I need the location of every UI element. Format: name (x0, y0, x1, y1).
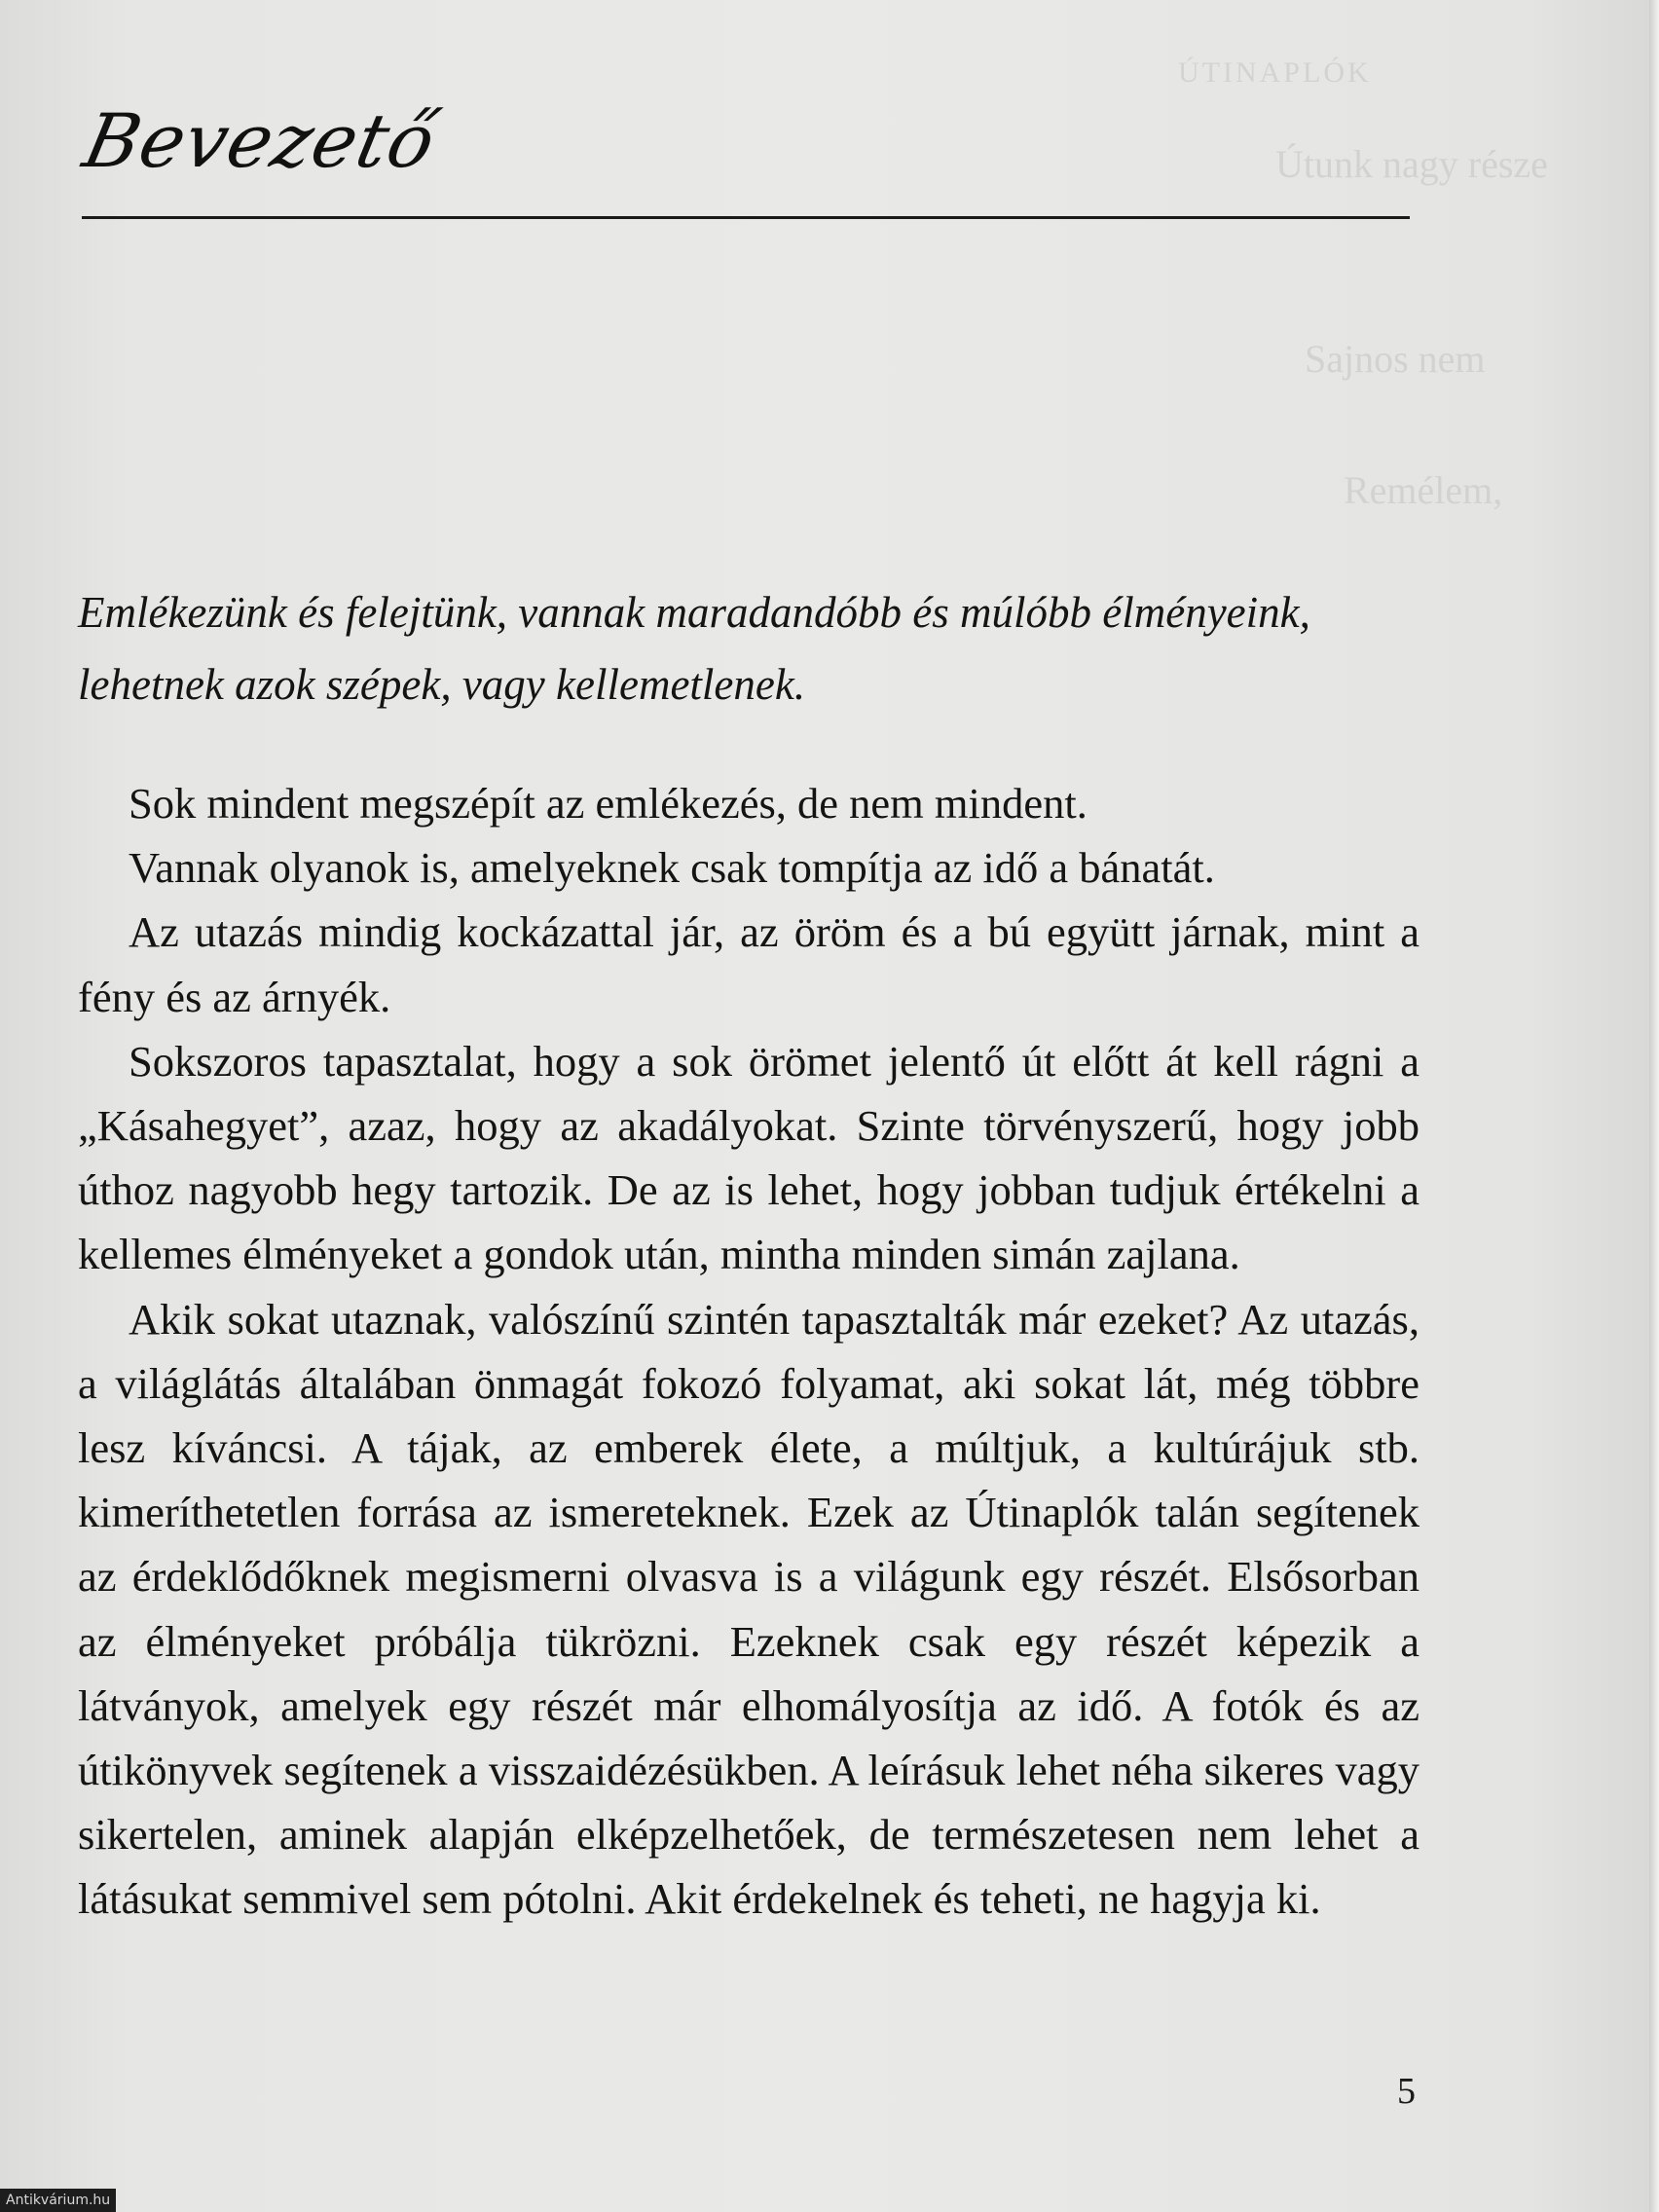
paragraph: Akik sokat utaznak, valószínű szintén tapasztalták már ezeket? Az utazás, a világlátás általában önmagát fokozó folyamat, aki sokat lát, még többre lesz kíváncsi. A tájak, az emberek élete, a múltjuk, a kultúrájuk stb. kimeríthetetlen forrása az ismereteknek. Ezek az Útinaplók talán segítenek az érdeklődőknek megismerni olvasva is a világunk egy részét. Elsősorban az élményeket próbálja tükrözni. Ezeknek csak egy részét képezik a látványok, amelyek egy részét már elhomályosítja az idő. A fotók és az útikönyvek segítenek a visszaidézésükben. A leírásuk lehet néha sikeres vagy sikertelen, aminek alapján elképzelhetőek, de természetesen nem lehet a látásukat semmivel sem pótolni. Akit érdekelnek és teheti, ne hagyja ki. (78, 1294, 1419, 1924)
paragraph: Vannak olyanok is, amelyeknek csak tompítja az idő a bánatát. (129, 843, 1215, 893)
watermark-label: Antikvárium.hu (0, 2189, 116, 2212)
lead-paragraph: Emlékezünk és felejtünk, vannak maradandóbb és múlóbb élményeink, lehetnek azok szépek, vagy kellemetlenek. (78, 588, 1310, 709)
page-number: 5 (1397, 2071, 1416, 2112)
body-text (78, 771, 1419, 1932)
paragraph: Az utazás mindig kockázattal jár, az öröm és a bú együtt járnak, mint a fény és az árnyék. (78, 907, 1419, 1021)
title-underline (82, 216, 1410, 219)
paragraph: Sokszoros tapasztalat, hogy a sok örömet jelentő út előtt át kell rágni a „Kásahegyet”, azaz, hogy az akadályokat. Szinte törvényszerű, hogy jobb úthoz nagyobb hegy tartozik. De az is lehet, hogy jobban tudjuk értékelni a kellemes élményeket a gondok után, mintha minden simán zajlana. (78, 1036, 1419, 1279)
show-through-text: Remélem, (1344, 468, 1503, 512)
chapter-title: Bevezető (76, 97, 444, 184)
page-edge (1649, 0, 1659, 2212)
show-through-text: Sajnos nem (1305, 337, 1486, 381)
paragraph: Sok mindent megszépít az emlékezés, de nem mindent. (129, 779, 1088, 828)
show-through-text: ÚTINAPLÓK (1178, 56, 1372, 89)
show-through-text: Útunk nagy része (1275, 142, 1548, 186)
